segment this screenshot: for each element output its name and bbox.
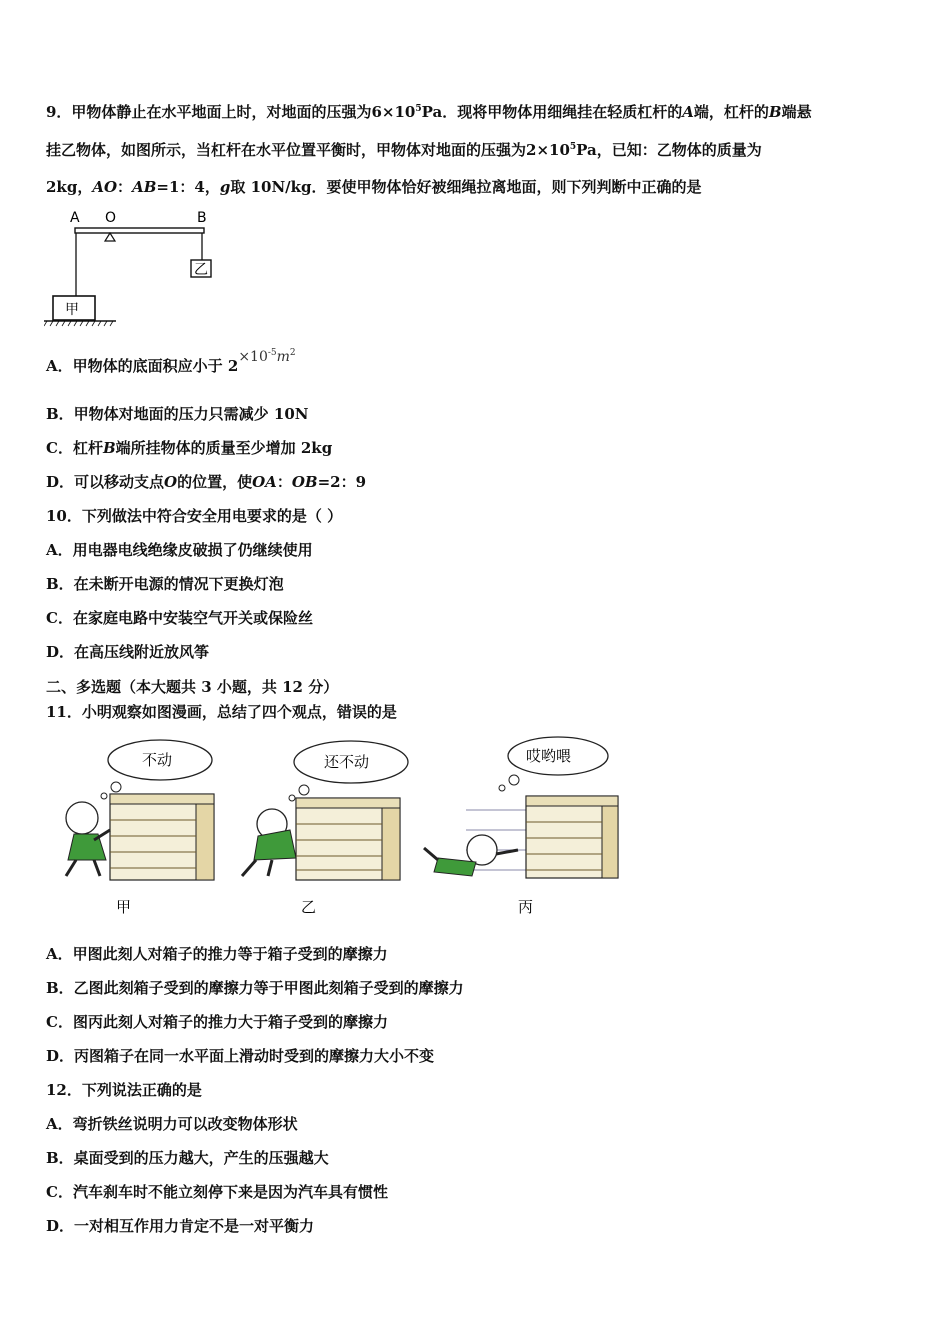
- q9-option-C: C．杠杆B端所挂物体的质量至少增加 2kg: [46, 439, 333, 457]
- boy-body-2: [254, 830, 296, 860]
- label-O: O: [105, 210, 117, 226]
- boy-head-1: [66, 802, 98, 834]
- bubble-dot: [509, 775, 519, 785]
- boy-body-3: [434, 858, 476, 876]
- panel-yi: [242, 741, 408, 916]
- lever-figure: [44, 208, 224, 330]
- object-jia-label: 甲: [65, 302, 79, 318]
- q9-option-D: D．可以移动支点O的位置，使OA：OB=2：9: [46, 473, 367, 491]
- q9-stem-line2: 挂乙物体，如图所示，当杠杆在水平位置平衡时，甲物体对地面的压强为$2\times 10^5Pa$，已知：乙物体的质量为: [46, 141, 762, 159]
- ground-hatch: [44, 321, 113, 326]
- q10-option-D: D．在高压线附近放风筝: [46, 643, 210, 661]
- cartoon-figure: [46, 730, 646, 925]
- boy-body-1: [68, 834, 106, 860]
- q12-stem: 12．下列说法正确的是: [46, 1081, 202, 1099]
- boy-head-3: [467, 835, 497, 865]
- q12-option-A: A．弯折铁丝说明力可以改变物体形状: [46, 1115, 298, 1133]
- q9-stem-line1: 9．甲物体静止在水平地面上时，对地面的压强为$6\times 10^5Pa$．现将甲物体用细绳挂在轻质杠杆的A端，杠杆的B端悬: [46, 103, 812, 121]
- section-heading: 二、多选题（本大题共 3 小题，共 12 分）: [46, 678, 339, 696]
- q10-option-A: A．用电器电线绝缘皮破损了仍继续使用: [46, 541, 313, 559]
- label-B: B: [197, 210, 207, 226]
- bubble-dot: [289, 795, 295, 801]
- q11-option-D: D．丙图箱子在同一水平面上滑动时受到的摩擦力大小不变: [46, 1047, 435, 1065]
- bubble-text-3: 哎哟喂: [526, 747, 572, 765]
- q11-option-C: C．图丙此刻人对箱子的推力大于箱子受到的摩擦力: [46, 1013, 388, 1031]
- q10-option-B: B．在未断开电源的情况下更换灯泡: [46, 575, 284, 593]
- bubble-text-1: 不动: [142, 751, 173, 769]
- bubble-dot: [299, 785, 309, 795]
- q10-stem: 10．下列做法中符合安全用电要求的是（ ）: [46, 507, 343, 525]
- q11-option-A: A．甲图此刻人对箱子的推力等于箱子受到的摩擦力: [46, 945, 388, 963]
- lever-bar: [75, 228, 204, 233]
- q11-option-B: B．乙图此刻箱子受到的摩擦力等于甲图此刻箱子受到的摩擦力: [46, 979, 464, 997]
- bubble-dot: [101, 793, 107, 799]
- q12-option-D: D．一对相互作用力肯定不是一对平衡力: [46, 1217, 315, 1235]
- q12-option-B: B．桌面受到的压力越大，产生的压强越大: [46, 1149, 329, 1167]
- q11-stem: 11．小明观察如图漫画，总结了四个观点，错误的是: [46, 703, 397, 721]
- caption-yi: 乙: [301, 898, 317, 916]
- fulcrum: [105, 233, 115, 241]
- panel-jia: [66, 740, 214, 916]
- q12-option-C: C．汽车刹车时不能立刻停下来是因为汽车具有惯性: [46, 1183, 388, 1201]
- q9-stem-line3: 2kg，AO：AB=1：4，g取 10N/kg．要使甲物体恰好被细绳拉离地面，则下列判断中正确的是: [46, 178, 702, 196]
- bubble-dot: [499, 785, 505, 791]
- caption-jia: 甲: [116, 898, 132, 916]
- bubble-text-2: 还不动: [324, 753, 370, 771]
- caption-bing: 丙: [518, 898, 534, 916]
- q10-option-C: C．在家庭电路中安装空气开关或保险丝: [46, 609, 313, 627]
- q9-optA-formula: $\times 10^{-5}m^2$: [238, 348, 296, 365]
- object-yi-label: 乙: [194, 262, 208, 278]
- bubble-dot: [111, 782, 121, 792]
- q9-option-B: B．甲物体对地面的压力只需减少 10N: [46, 405, 309, 423]
- label-A: A: [70, 210, 80, 226]
- panel-bing: [424, 737, 618, 916]
- q9-option-A: A．甲物体的底面积应小于 $2\times 10^{-5}m^2$: [46, 348, 296, 375]
